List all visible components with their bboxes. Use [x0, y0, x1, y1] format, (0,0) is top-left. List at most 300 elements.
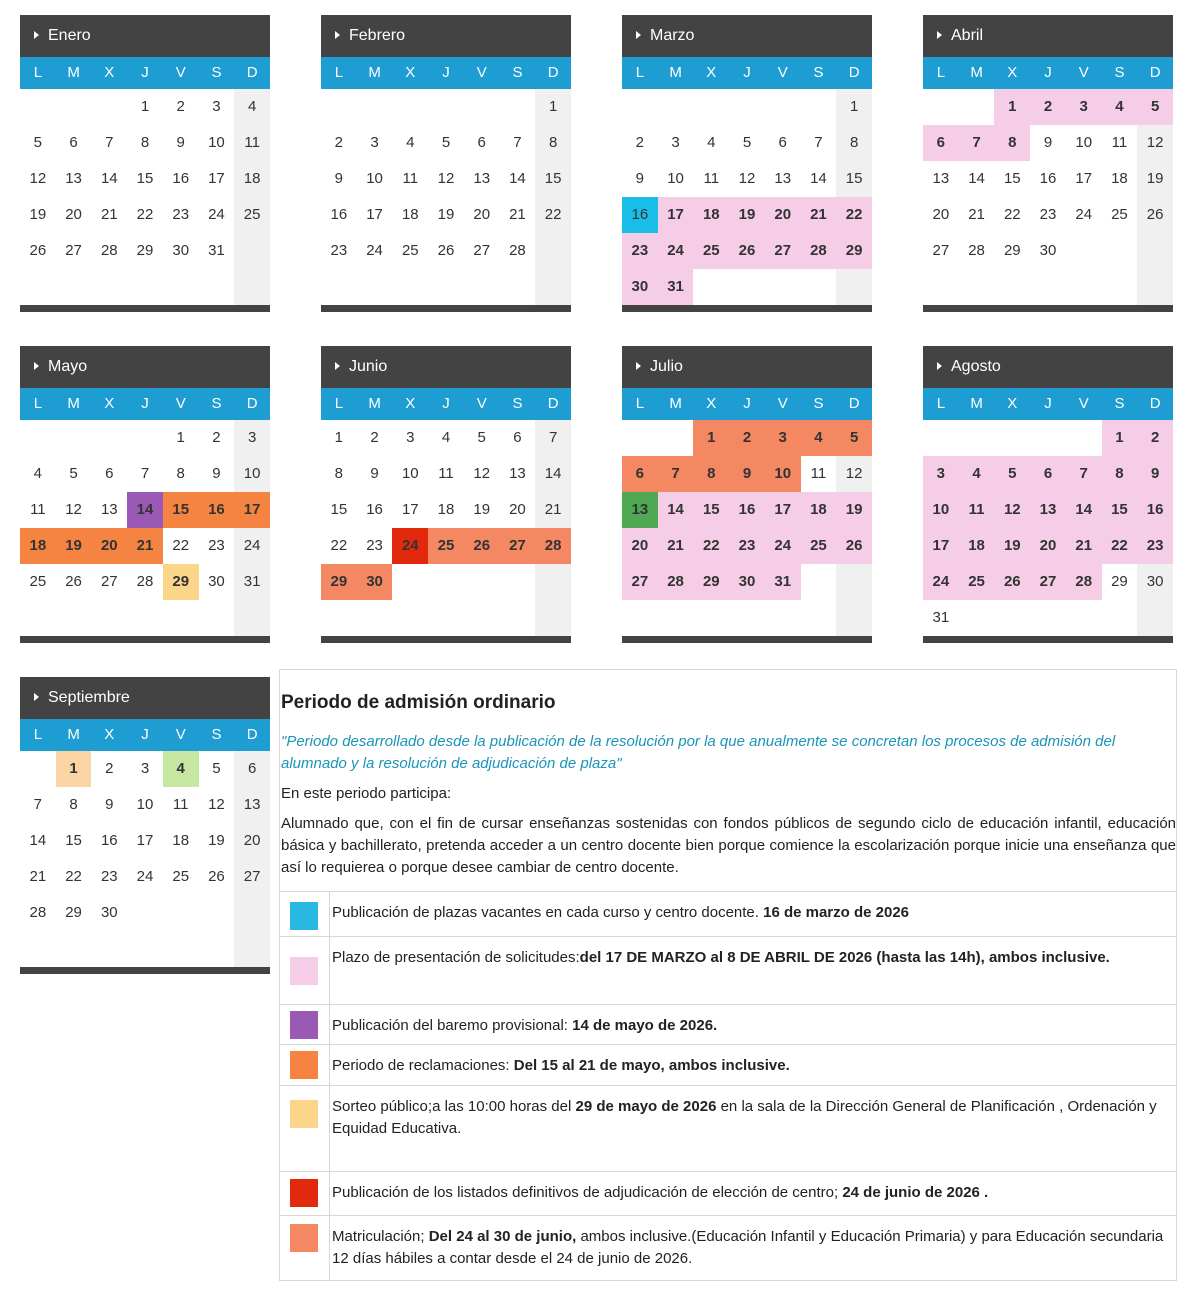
day-cell[interactable]: 28: [535, 528, 571, 564]
day-cell[interactable]: 3: [765, 420, 801, 456]
day-cell[interactable]: 2: [105, 760, 114, 777]
day-cell[interactable]: 16: [330, 206, 348, 223]
month-header[interactable]: [923, 15, 1173, 57]
day-cell[interactable]: 27: [765, 233, 801, 269]
day-cell[interactable]: 16: [366, 501, 383, 518]
day-cell[interactable]: 29: [836, 233, 872, 269]
day-cell[interactable]: 11: [959, 492, 995, 528]
day-cell[interactable]: 15: [163, 492, 199, 528]
month-header[interactable]: [923, 346, 1173, 388]
day-cell[interactable]: 15: [544, 170, 562, 187]
day-cell[interactable]: 19: [836, 492, 872, 528]
month-header[interactable]: [321, 15, 571, 57]
day-cell[interactable]: 14: [968, 170, 985, 187]
day-cell[interactable]: 12: [65, 501, 82, 518]
day-cell[interactable]: 14: [544, 465, 562, 482]
day-cell[interactable]: 21: [968, 206, 985, 223]
day-cell[interactable]: 23: [1039, 206, 1057, 223]
day-cell[interactable]: 27: [622, 564, 658, 600]
day-cell[interactable]: 28: [100, 242, 118, 259]
day-cell[interactable]: 22: [544, 206, 562, 223]
day-cell[interactable]: 21: [127, 528, 163, 564]
day-cell[interactable]: 27: [932, 242, 950, 259]
day-cell[interactable]: 13: [509, 465, 526, 482]
day-cell[interactable]: 4: [959, 456, 995, 492]
day-cell[interactable]: 14: [810, 170, 827, 187]
day-cell[interactable]: 26: [1146, 206, 1164, 223]
day-cell[interactable]: 30: [1039, 242, 1057, 259]
weekday-label: M: [669, 395, 682, 412]
day-cell[interactable]: 11: [30, 501, 46, 518]
day-cell[interactable]: 8: [140, 134, 150, 151]
day-cell[interactable]: 19: [473, 501, 491, 518]
day-cell[interactable]: 4: [406, 134, 415, 151]
day-cell[interactable]: 2: [1030, 89, 1066, 125]
day-cell[interactable]: 1: [176, 429, 185, 446]
day-cell[interactable]: 26: [836, 528, 872, 564]
day-cell[interactable]: 27: [473, 242, 491, 259]
day-cell[interactable]: 27: [65, 242, 82, 259]
day-cell[interactable]: 20: [1030, 528, 1066, 564]
day-cell[interactable]: 12: [1146, 134, 1164, 151]
day-cell[interactable]: 21: [29, 868, 47, 885]
day-cell[interactable]: 8: [693, 456, 729, 492]
day-cell[interactable]: 3: [406, 429, 415, 446]
weekday-label: X: [706, 64, 717, 81]
day-cell[interactable]: 15: [1003, 170, 1021, 187]
day-cell[interactable]: 1: [56, 751, 92, 787]
day-cell[interactable]: 28: [1066, 564, 1102, 600]
day-cell[interactable]: 9: [176, 134, 185, 151]
day-cell[interactable]: 7: [513, 134, 522, 151]
day-cell[interactable]: 31: [658, 269, 694, 305]
day-cell[interactable]: 25: [172, 868, 190, 885]
day-cell[interactable]: 25: [801, 528, 837, 564]
day-cell[interactable]: 20: [509, 501, 526, 518]
day-cell[interactable]: 16: [1137, 492, 1173, 528]
day-cell[interactable]: 10: [366, 170, 383, 187]
day-cell[interactable]: 12: [437, 170, 455, 187]
day-cell[interactable]: 25: [29, 573, 47, 590]
day-cell[interactable]: 7: [1066, 456, 1102, 492]
day-cell[interactable]: 23: [366, 537, 383, 554]
day-cell[interactable]: 7: [140, 465, 150, 482]
day-cell[interactable]: 21: [801, 197, 837, 233]
day-cell[interactable]: 28: [658, 564, 694, 600]
day-cell[interactable]: 12: [473, 465, 491, 482]
day-cell[interactable]: 9: [1137, 456, 1173, 492]
day-cell[interactable]: 11: [703, 170, 720, 187]
day-cell[interactable]: 6: [477, 134, 486, 151]
day-cell[interactable]: 19: [208, 832, 225, 849]
day-cell[interactable]: 9: [105, 796, 114, 813]
day-cell[interactable]: 2: [212, 429, 221, 446]
day-cell[interactable]: 15: [1102, 492, 1138, 528]
day-cell[interactable]: 11: [244, 134, 260, 151]
day-cell[interactable]: 3: [370, 134, 379, 151]
day-cell[interactable]: 26: [65, 573, 82, 590]
day-cell[interactable]: 7: [548, 429, 558, 446]
day-cell[interactable]: 23: [622, 233, 658, 269]
day-cell[interactable]: 18: [243, 170, 261, 187]
day-cell[interactable]: 5: [477, 429, 486, 446]
day-cell[interactable]: 22: [330, 537, 348, 554]
day-cell[interactable]: 11: [1111, 134, 1128, 151]
day-cell[interactable]: 23: [100, 868, 118, 885]
day-cell[interactable]: 24: [366, 242, 383, 259]
day-cell[interactable]: 11: [810, 465, 827, 482]
day-cell[interactable]: 5: [212, 760, 221, 777]
day-cell[interactable]: 31: [932, 609, 950, 626]
day-cell[interactable]: 13: [473, 170, 491, 187]
month-header[interactable]: [622, 346, 872, 388]
day-cell[interactable]: 30: [729, 564, 765, 600]
day-cell[interactable]: 15: [845, 170, 863, 187]
day-cell[interactable]: 16: [172, 170, 190, 187]
day-cell[interactable]: 26: [729, 233, 765, 269]
day-cell[interactable]: 24: [765, 528, 801, 564]
day-cell[interactable]: 28: [29, 904, 47, 921]
day-cell[interactable]: 13: [932, 170, 950, 187]
day-cell[interactable]: 30: [1146, 573, 1164, 590]
day-cell[interactable]: 17: [658, 197, 694, 233]
day-cell[interactable]: 29: [1003, 242, 1021, 259]
month-header[interactable]: [321, 346, 571, 388]
month-header[interactable]: [20, 346, 270, 388]
day-cell[interactable]: 15: [136, 170, 154, 187]
day-cell[interactable]: 18: [693, 197, 729, 233]
day-cell[interactable]: 17: [234, 492, 270, 528]
day-cell[interactable]: 1: [334, 429, 344, 446]
day-cell[interactable]: 22: [1003, 206, 1021, 223]
day-cell[interactable]: 6: [105, 465, 114, 482]
day-cell[interactable]: 5: [69, 465, 78, 482]
day-cell[interactable]: 29: [163, 564, 199, 600]
day-cell[interactable]: 23: [208, 537, 225, 554]
day-cell[interactable]: 14: [127, 492, 163, 528]
day-cell[interactable]: 4: [1102, 89, 1138, 125]
day-cell[interactable]: 7: [33, 796, 43, 813]
day-cell[interactable]: 19: [729, 197, 765, 233]
empty-day-cell: [321, 89, 357, 125]
day-cell[interactable]: 22: [136, 206, 154, 223]
day-cell[interactable]: 8: [994, 125, 1030, 161]
day-cell[interactable]: 12: [29, 170, 47, 187]
day-cell[interactable]: 3: [212, 98, 221, 115]
day-cell[interactable]: 17: [208, 170, 225, 187]
day-cell[interactable]: 24: [1075, 206, 1093, 223]
day-cell[interactable]: 9: [1043, 134, 1053, 151]
day-cell[interactable]: 15: [693, 492, 729, 528]
caret-right-icon: [937, 362, 942, 370]
day-cell[interactable]: 24: [392, 528, 428, 564]
day-cell[interactable]: 16: [100, 832, 118, 849]
day-cell[interactable]: 10: [208, 134, 225, 151]
empty-day-cell: [91, 420, 127, 456]
day-cell[interactable]: 27: [1030, 564, 1066, 600]
empty-day-cell: [836, 600, 872, 636]
day-cell[interactable]: 2: [1137, 420, 1173, 456]
empty-day-cell: [428, 89, 464, 125]
day-cell[interactable]: 14: [29, 832, 47, 849]
day-cell[interactable]: 8: [1102, 456, 1138, 492]
day-cell[interactable]: 4: [33, 465, 43, 482]
day-cell[interactable]: 8: [334, 465, 344, 482]
day-cell[interactable]: 12: [208, 796, 225, 813]
day-cell[interactable]: 13: [622, 492, 658, 528]
day-cell[interactable]: 6: [778, 134, 787, 151]
day-cell[interactable]: 7: [814, 134, 823, 151]
day-cell[interactable]: 22: [836, 197, 872, 233]
day-cell[interactable]: 22: [65, 868, 82, 885]
day-cell[interactable]: 9: [729, 456, 765, 492]
day-cell[interactable]: 21: [658, 528, 694, 564]
day-cell[interactable]: 26: [208, 868, 225, 885]
day-cell[interactable]: 15: [330, 501, 348, 518]
day-cell[interactable]: 20: [65, 206, 82, 223]
day-cell[interactable]: 17: [366, 206, 383, 223]
day-cell[interactable]: 13: [243, 796, 261, 813]
day-cell[interactable]: 28: [801, 233, 837, 269]
day-cell[interactable]: 21: [544, 501, 562, 518]
day-cell[interactable]: 30: [208, 573, 225, 590]
legend-text-bold: 16 de marzo de 2026: [758, 904, 910, 921]
day-cell[interactable]: 22: [172, 537, 190, 554]
day-cell[interactable]: 13: [774, 170, 792, 187]
day-cell[interactable]: 26: [437, 242, 455, 259]
day-cell[interactable]: 20: [622, 528, 658, 564]
day-cell[interactable]: 24: [208, 206, 225, 223]
day-cell[interactable]: 1: [548, 98, 558, 115]
day-cell[interactable]: 4: [163, 751, 199, 787]
day-cell[interactable]: 31: [765, 564, 801, 600]
day-cell[interactable]: 27: [500, 528, 536, 564]
day-cell[interactable]: 25: [401, 242, 419, 259]
day-cell[interactable]: 1: [693, 420, 729, 456]
month-header[interactable]: [20, 15, 270, 57]
day-cell[interactable]: 10: [136, 796, 154, 813]
day-cell[interactable]: 18: [801, 492, 837, 528]
day-cell[interactable]: 20: [932, 206, 950, 223]
day-cell[interactable]: 10: [765, 456, 801, 492]
day-cell[interactable]: 29: [693, 564, 729, 600]
day-cell[interactable]: 7: [658, 456, 694, 492]
day-cell[interactable]: 7: [959, 125, 995, 161]
day-cell[interactable]: 1: [140, 98, 150, 115]
day-cell[interactable]: 20: [243, 832, 261, 849]
day-cell[interactable]: 5: [742, 134, 752, 151]
day-cell[interactable]: 21: [1066, 528, 1102, 564]
month-header[interactable]: [20, 677, 270, 719]
day-cell[interactable]: 26: [994, 564, 1030, 600]
day-cell[interactable]: 30: [357, 564, 393, 600]
day-cell[interactable]: 9: [334, 170, 344, 187]
day-cell[interactable]: 4: [247, 98, 257, 115]
day-cell[interactable]: 11: [438, 465, 454, 482]
day-cell[interactable]: 30: [100, 904, 118, 921]
day-cell[interactable]: 29: [65, 904, 82, 921]
day-cell[interactable]: 18: [401, 206, 419, 223]
day-cell[interactable]: 1: [1102, 420, 1138, 456]
day-cell[interactable]: 6: [1030, 456, 1066, 492]
day-cell[interactable]: 28: [509, 242, 526, 259]
day-cell[interactable]: 11: [172, 796, 189, 813]
calendar-septiembre: [20, 677, 270, 974]
day-cell[interactable]: 10: [667, 170, 684, 187]
day-cell[interactable]: 12: [845, 465, 863, 482]
day-cell[interactable]: 19: [56, 528, 92, 564]
day-cell[interactable]: 9: [635, 170, 645, 187]
day-cell[interactable]: 18: [20, 528, 56, 564]
day-cell[interactable]: 2: [176, 98, 185, 115]
day-cell[interactable]: 9: [370, 465, 379, 482]
day-cell[interactable]: 17: [401, 501, 419, 518]
day-cell[interactable]: 2: [370, 429, 379, 446]
day-cell[interactable]: 16: [729, 492, 765, 528]
day-cell[interactable]: 5: [33, 134, 43, 151]
day-cell[interactable]: 19: [1146, 170, 1164, 187]
day-cell[interactable]: 17: [1075, 170, 1093, 187]
weekday-label: J: [141, 395, 149, 412]
day-cell[interactable]: 19: [437, 206, 455, 223]
day-cell[interactable]: 27: [243, 868, 261, 885]
day-cell[interactable]: 5: [994, 456, 1030, 492]
day-cell[interactable]: 2: [334, 134, 344, 151]
day-cell[interactable]: 5: [836, 420, 872, 456]
day-cell[interactable]: 26: [464, 528, 500, 564]
day-cell[interactable]: 8: [176, 465, 185, 482]
day-cell[interactable]: 7: [105, 134, 114, 151]
day-cell[interactable]: 26: [29, 242, 47, 259]
weekday-row: [923, 57, 1173, 89]
day-cell[interactable]: 14: [658, 492, 694, 528]
weekday-label: J: [442, 64, 450, 81]
day-cell[interactable]: 18: [959, 528, 995, 564]
day-cell[interactable]: 21: [509, 206, 526, 223]
day-cell[interactable]: 3: [1066, 89, 1102, 125]
day-cell[interactable]: 20: [473, 206, 491, 223]
day-cell[interactable]: 13: [1030, 492, 1066, 528]
day-cell[interactable]: 29: [321, 564, 357, 600]
day-cell[interactable]: 11: [402, 170, 419, 187]
day-cell[interactable]: 29: [1111, 573, 1128, 590]
day-cell[interactable]: 16: [1039, 170, 1057, 187]
day-cell[interactable]: 3: [247, 429, 257, 446]
day-cell[interactable]: 25: [428, 528, 464, 564]
day-cell[interactable]: 8: [548, 134, 558, 151]
day-cell[interactable]: 10: [401, 465, 419, 482]
day-cell[interactable]: 24: [136, 868, 154, 885]
day-cell[interactable]: 24: [243, 537, 261, 554]
day-cell[interactable]: 22: [1102, 528, 1138, 564]
day-cell[interactable]: 6: [247, 760, 257, 777]
day-cell[interactable]: 1: [994, 89, 1030, 125]
day-cell[interactable]: 17: [923, 528, 959, 564]
day-cell[interactable]: 25: [1111, 206, 1128, 223]
day-cell[interactable]: 10: [243, 465, 261, 482]
weekday-label: X: [104, 64, 115, 81]
day-cell[interactable]: 23: [172, 206, 190, 223]
month-header[interactable]: [622, 15, 872, 57]
day-cell[interactable]: 28: [136, 573, 154, 590]
weekday-label: X: [104, 395, 115, 412]
day-cell[interactable]: 12: [738, 170, 756, 187]
day-cell[interactable]: 14: [100, 170, 118, 187]
day-cell[interactable]: 20: [91, 528, 127, 564]
day-cell[interactable]: 24: [658, 233, 694, 269]
day-cell[interactable]: 3: [671, 134, 680, 151]
day-cell[interactable]: 9: [212, 465, 221, 482]
day-cell[interactable]: 16: [199, 492, 235, 528]
day-cell[interactable]: 10: [923, 492, 959, 528]
day-cell[interactable]: 18: [172, 832, 190, 849]
day-cell[interactable]: 3: [140, 760, 150, 777]
day-cell[interactable]: 4: [707, 134, 716, 151]
day-cell[interactable]: 21: [100, 206, 118, 223]
day-cell[interactable]: 19: [994, 528, 1030, 564]
caret-right-icon: [636, 362, 641, 370]
day-cell[interactable]: 16: [622, 197, 658, 233]
day-cell[interactable]: 13: [100, 501, 118, 518]
day-cell[interactable]: 8: [849, 134, 859, 151]
day-cell[interactable]: 13: [65, 170, 82, 187]
day-cell[interactable]: 31: [243, 573, 261, 590]
day-cell[interactable]: 25: [693, 233, 729, 269]
day-cell[interactable]: 24: [923, 564, 959, 600]
day-cell[interactable]: 10: [1075, 134, 1093, 151]
day-cell[interactable]: 6: [69, 134, 78, 151]
day-cell[interactable]: 1: [849, 98, 859, 115]
day-cell[interactable]: 27: [100, 573, 118, 590]
day-cell[interactable]: 30: [622, 269, 658, 305]
day-cell[interactable]: 2: [729, 420, 765, 456]
day-cell[interactable]: 23: [729, 528, 765, 564]
day-cell[interactable]: 25: [959, 564, 995, 600]
day-cell[interactable]: 18: [1111, 170, 1128, 187]
day-cell[interactable]: 25: [243, 206, 261, 223]
weekday-label: J: [141, 726, 149, 743]
day-cell[interactable]: 5: [441, 134, 451, 151]
day-cell[interactable]: 30: [172, 242, 190, 259]
day-cell[interactable]: 15: [65, 832, 82, 849]
day-cell[interactable]: 4: [801, 420, 837, 456]
day-cell[interactable]: 12: [994, 492, 1030, 528]
day-cell[interactable]: 18: [437, 501, 455, 518]
day-cell[interactable]: 28: [968, 242, 985, 259]
day-cell[interactable]: 5: [1137, 89, 1173, 125]
day-cell[interactable]: 31: [208, 242, 225, 259]
day-cell[interactable]: 17: [765, 492, 801, 528]
day-cell[interactable]: 3: [923, 456, 959, 492]
day-cell[interactable]: 29: [136, 242, 154, 259]
day-cell[interactable]: 4: [441, 429, 451, 446]
day-cell[interactable]: 8: [69, 796, 78, 813]
day-cell[interactable]: 6: [513, 429, 522, 446]
day-cell[interactable]: 14: [1066, 492, 1102, 528]
day-cell[interactable]: 23: [330, 242, 348, 259]
legend-row: [280, 1045, 1176, 1086]
calendar-abril: [923, 15, 1173, 312]
day-cell[interactable]: 6: [923, 125, 959, 161]
day-cell[interactable]: 6: [622, 456, 658, 492]
day-cell[interactable]: 20: [765, 197, 801, 233]
day-cell[interactable]: 17: [136, 832, 154, 849]
day-cell[interactable]: 22: [693, 528, 729, 564]
day-cell[interactable]: 2: [635, 134, 645, 151]
day-cell[interactable]: 23: [1137, 528, 1173, 564]
day-cell[interactable]: 19: [29, 206, 47, 223]
day-cell[interactable]: 14: [509, 170, 526, 187]
